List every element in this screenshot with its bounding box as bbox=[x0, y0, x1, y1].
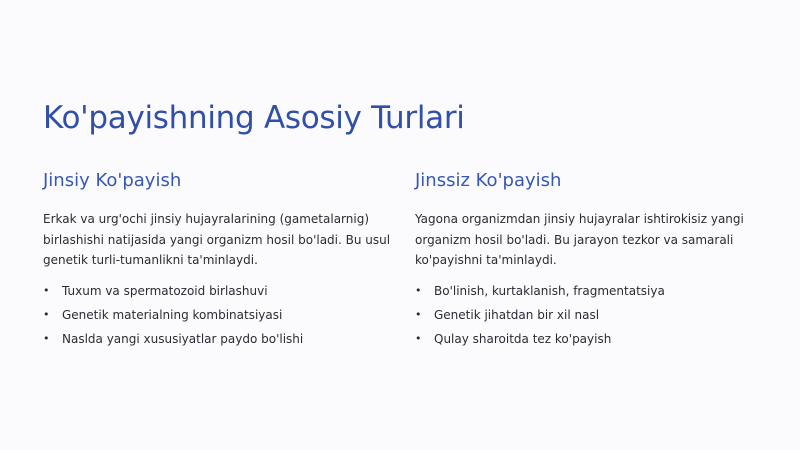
column-heading: Jinsiy Ko'payish bbox=[43, 170, 182, 191]
bullet-text: Genetik materialning kombinatsiyasi bbox=[62, 307, 283, 322]
list-item bbox=[415, 331, 765, 347]
bullet-list bbox=[43, 283, 393, 347]
bullet-icon: • bbox=[415, 331, 422, 345]
column-sexual-reproduction bbox=[43, 170, 393, 355]
bullet-icon: • bbox=[43, 307, 50, 321]
list-item bbox=[43, 307, 393, 323]
bullet-text: Tuxum va spermatozoid birlashuvi bbox=[62, 283, 268, 298]
bullet-list bbox=[415, 283, 765, 347]
bullet-text: Bo'linish, kurtaklanish, fragmentatsiya bbox=[434, 283, 665, 298]
bullet-icon: • bbox=[415, 307, 422, 321]
list-item bbox=[415, 283, 765, 299]
column-description: Erkak va urg'ochi jinsiy hujayralarining (gametalarnig) birlashishi natijasida yangi organizm hosil bo'ladi. Bu usul genetik turli-tumanlikni ta'minlaydi. bbox=[43, 212, 391, 267]
list-item bbox=[43, 283, 393, 299]
bullet-icon: • bbox=[43, 331, 50, 345]
bullet-text: Qulay sharoitda tez ko'payish bbox=[434, 331, 612, 346]
slide-title: Ko'payishning Asosiy Turlari bbox=[43, 100, 465, 136]
column-asexual-reproduction bbox=[415, 170, 765, 355]
column-heading: Jinssiz Ko'payish bbox=[415, 170, 562, 191]
bullet-icon: • bbox=[43, 283, 50, 297]
column-description: Yagona organizmdan jinsiy hujayralar ishtirokisiz yangi organizm hosil bo'ladi. Bu jarayon tezkor va samarali ko'payishni ta'minlaydi. bbox=[415, 212, 744, 267]
bullet-text: Naslda yangi xususiyatlar paydo bo'lishi bbox=[62, 331, 304, 346]
list-item bbox=[43, 331, 393, 347]
list-item bbox=[415, 307, 765, 323]
bullet-text: Genetik jihatdan bir xil nasl bbox=[434, 307, 600, 322]
bullet-icon: • bbox=[415, 283, 422, 297]
